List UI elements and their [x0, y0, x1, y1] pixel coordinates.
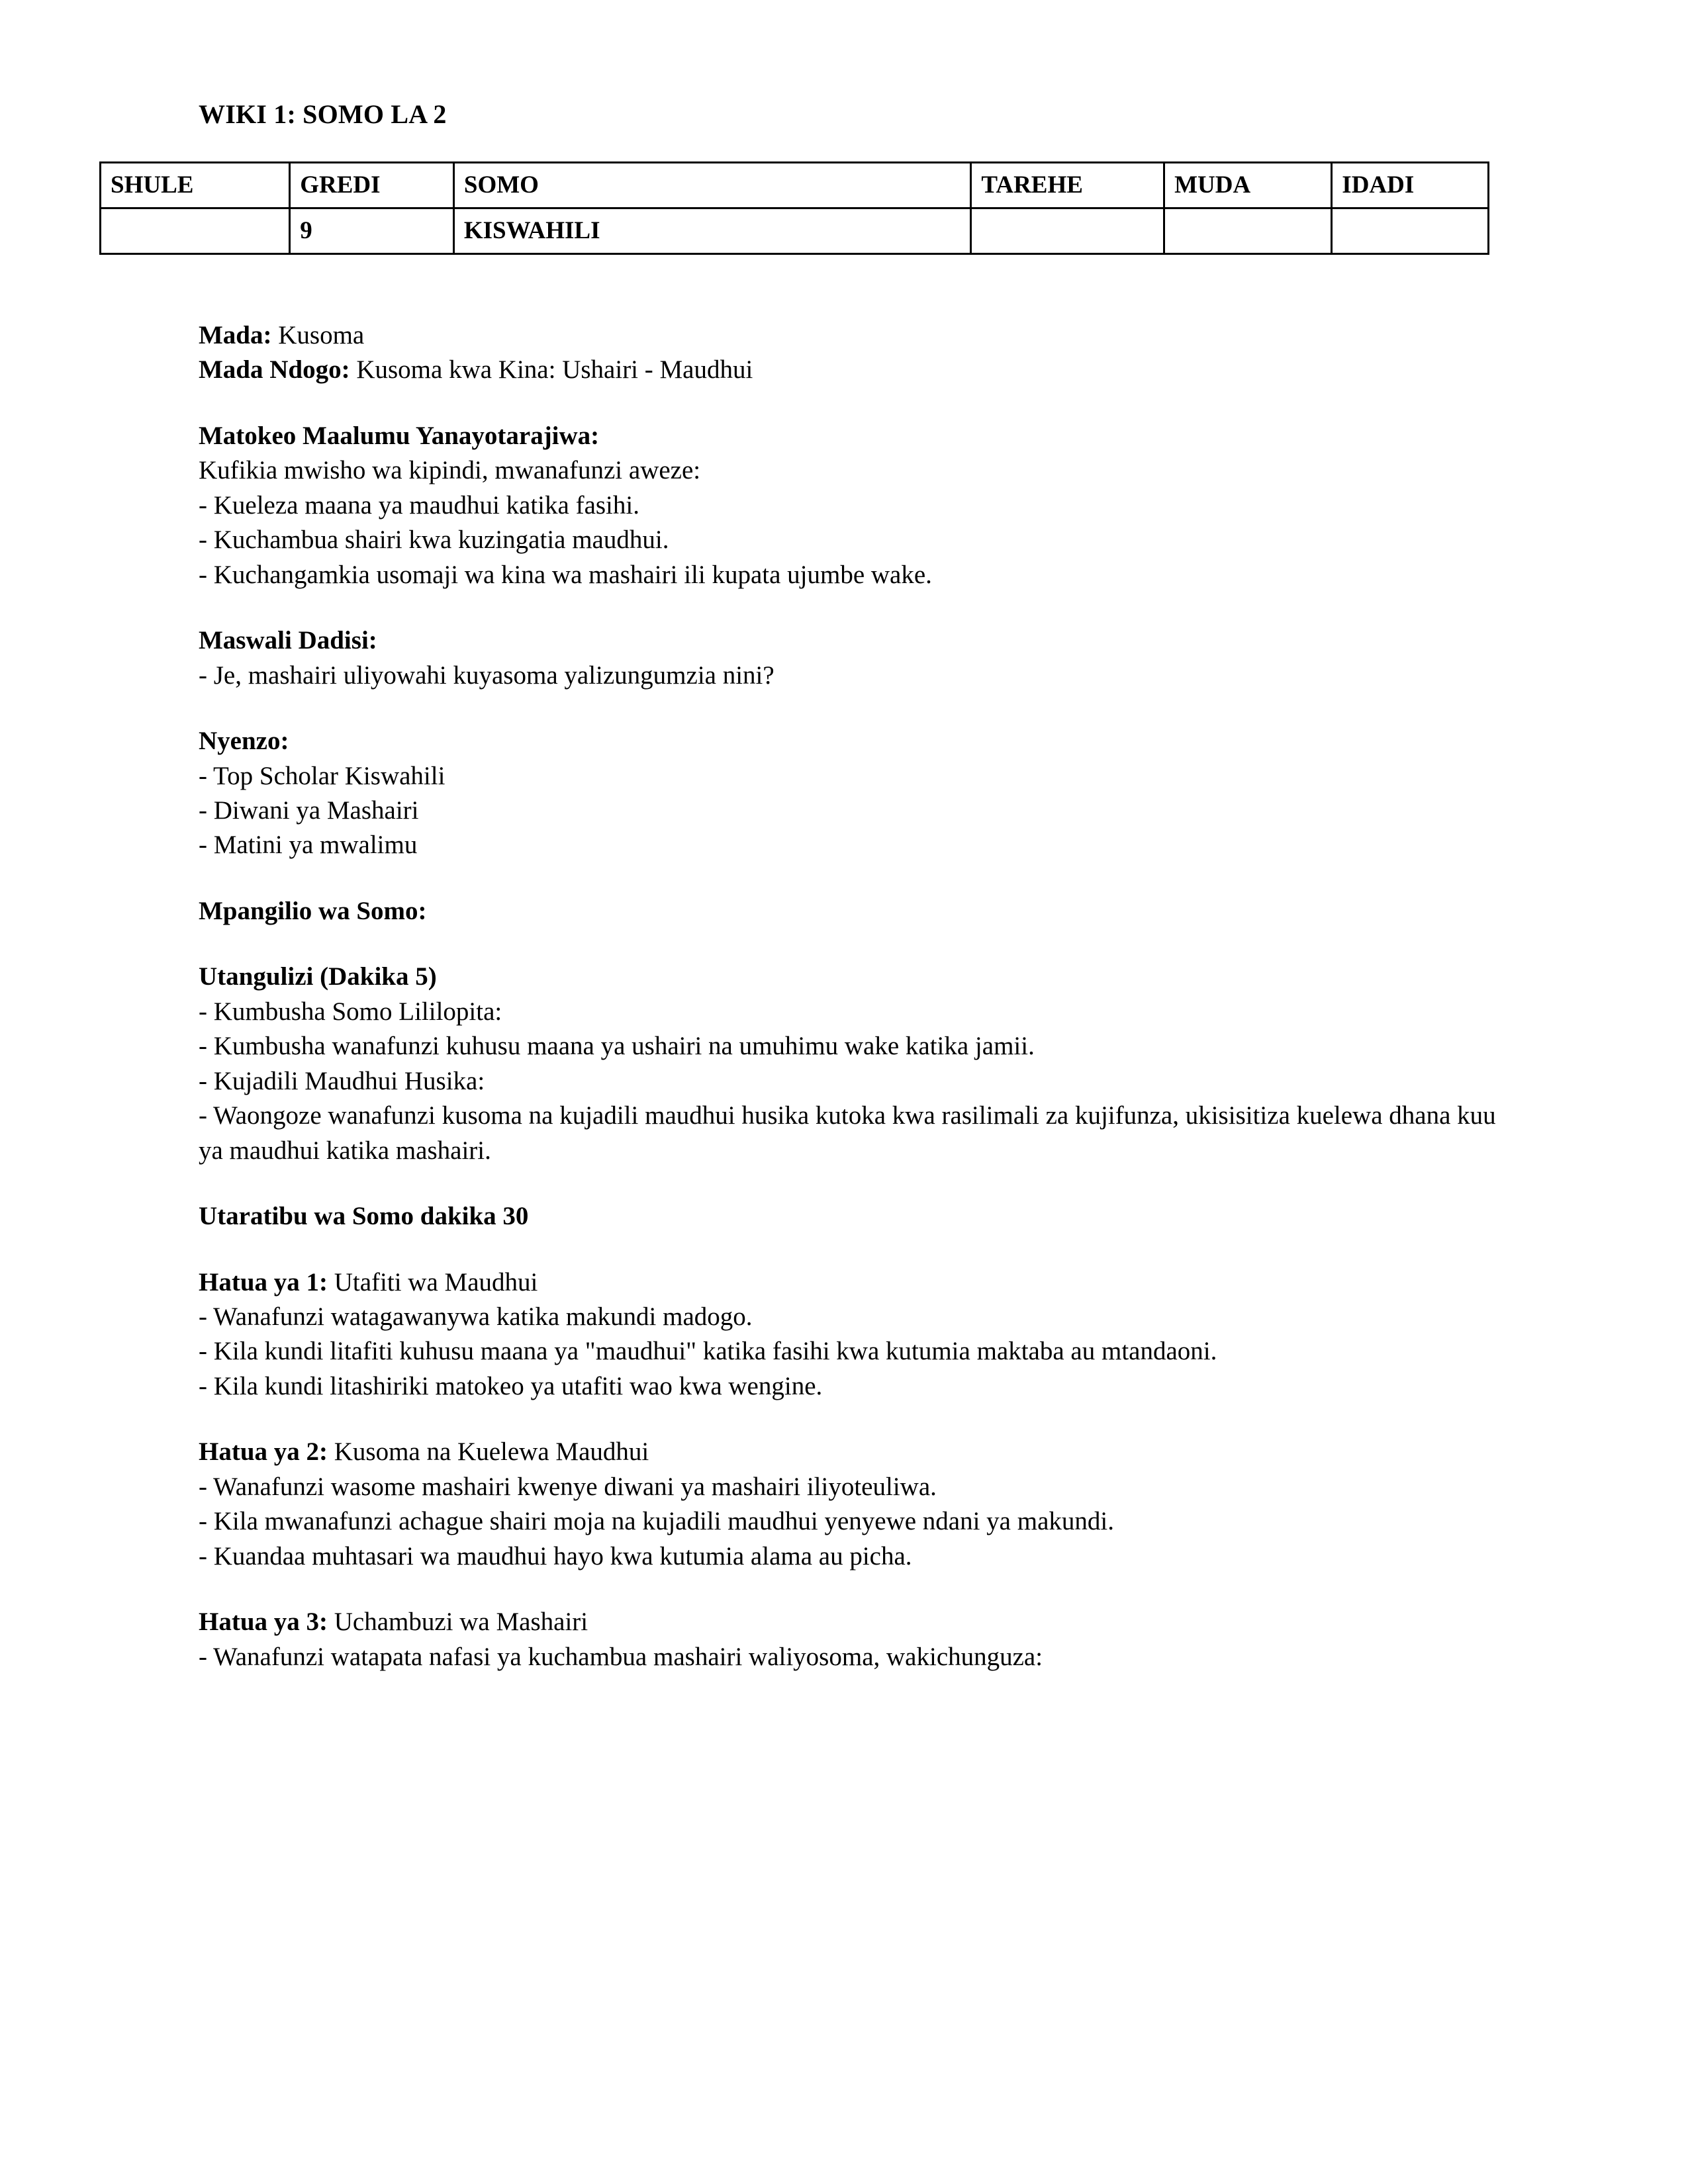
- inquiry-heading: Maswali Dadisi:: [199, 626, 377, 655]
- step-label: Hatua ya 3:: [199, 1608, 328, 1637]
- introduction-section: [199, 960, 1556, 1168]
- cell-gredi: 9: [290, 208, 454, 254]
- introduction-item: - Kumbusha wanafunzi kuhusu maana ya ushairi na umuhimu wake katika jamii.: [199, 1032, 1035, 1061]
- table-header-idadi: IDADI: [1332, 163, 1489, 208]
- topic-section: [199, 318, 1556, 388]
- step-title-line: [199, 1435, 1523, 1469]
- outcomes-item: - Kuchambua shairi kwa kuzingatia maudhui.: [199, 525, 669, 555]
- outcomes-section: [199, 419, 1556, 592]
- introduction-item: - Kumbusha Somo Lililopita:: [199, 997, 502, 1026]
- inquiry-item: - Je, mashairi uliyowahi kuyasoma yalizungumzia nini?: [199, 660, 774, 690]
- step-title-line: [199, 1265, 1523, 1300]
- table-header-muda: MUDA: [1164, 163, 1332, 208]
- resources-heading: Nyenzo:: [199, 727, 289, 756]
- procedure-step: [199, 1265, 1556, 1404]
- mada-value: Kusoma: [271, 321, 365, 349]
- table-row: [101, 208, 1489, 254]
- lesson-plan-section: [199, 894, 1556, 929]
- table-header-row: [101, 163, 1489, 208]
- step-item: - Kila kundi litafiti kuhusu maana ya "maudhui" katika fasihi kwa kutumia maktaba au mtandaoni.: [199, 1337, 1217, 1366]
- step-item: - Kila kundi litashiriki matokeo ya utafiti wao kwa wengine.: [199, 1371, 823, 1400]
- table-header-shule: SHULE: [101, 163, 290, 208]
- introduction-heading: Utangulizi (Dakika 5): [199, 962, 437, 991]
- outcomes-heading: Matokeo Maalumu Yanayotarajiwa:: [199, 421, 600, 450]
- step-title-line: [199, 1605, 1523, 1639]
- step-item: - Kuandaa muhtasari wa maudhui hayo kwa kutumia alama au picha.: [199, 1541, 912, 1570]
- step-item: - Kila mwanafunzi achague shairi moja na kujadili maudhui yenyewe ndani ya makundi.: [199, 1507, 1114, 1536]
- outcomes-item: - Kueleza maana ya maudhui katika fasihi.: [199, 490, 639, 520]
- cell-idadi: [1332, 208, 1489, 254]
- step-title: Kusoma na Kuelewa Maudhui: [328, 1437, 649, 1467]
- procedure-step: [199, 1605, 1556, 1674]
- outcomes-item: - Kuchangamkia usomaji wa kina wa mashairi ili kupata ujumbe wake.: [199, 560, 932, 589]
- introduction-item: - Kujadili Maudhui Husika:: [199, 1066, 485, 1095]
- outcomes-intro: Kufikia mwisho wa kipindi, mwanafunzi aweze:: [199, 456, 701, 485]
- procedure-heading: Utaratibu wa Somo dakika 30: [199, 1202, 529, 1231]
- step-item: - Wanafunzi watapata nafasi ya kuchambua mashairi waliyosoma, wakichunguza:: [199, 1642, 1043, 1671]
- lesson-info-table: [99, 161, 1489, 255]
- lesson-plan-heading: Mpangilio wa Somo:: [199, 896, 427, 925]
- procedure-step: [199, 1435, 1556, 1574]
- table-header-tarehe: TAREHE: [971, 163, 1164, 208]
- introduction-item: - Waongoze wanafunzi kusoma na kujadili maudhui husika kutoka kwa rasilimali za kujifunza, ukisisitiza kuelewa dhana kuu ya maudhui katika mashairi.: [199, 1101, 1496, 1165]
- resources-item: - Diwani ya Mashairi: [199, 796, 419, 825]
- cell-shule: [101, 208, 290, 254]
- mada-ndogo-line: [199, 353, 1523, 387]
- mada-ndogo-value: Kusoma kwa Kina: Ushairi - Maudhui: [350, 355, 753, 385]
- page-title: WIKI 1: SOMO LA 2: [199, 99, 447, 129]
- step-label: Hatua ya 1:: [199, 1267, 328, 1297]
- resources-item: - Top Scholar Kiswahili: [199, 761, 445, 790]
- inquiry-section: [199, 623, 1556, 693]
- cell-muda: [1164, 208, 1332, 254]
- step-item: - Wanafunzi wasome mashairi kwenye diwani ya mashairi iliyoteuliwa.: [199, 1472, 937, 1501]
- step-label: Hatua ya 2:: [199, 1437, 328, 1467]
- cell-tarehe: [971, 208, 1164, 254]
- resources-item: - Matini ya mwalimu: [199, 831, 418, 860]
- table-header-gredi: GREDI: [290, 163, 454, 208]
- mada-ndogo-label: Mada Ndogo:: [199, 355, 350, 385]
- resources-section: [199, 724, 1556, 863]
- step-item: - Wanafunzi watagawanywa katika makundi madogo.: [199, 1302, 753, 1331]
- step-title: Uchambuzi wa Mashairi: [328, 1608, 588, 1637]
- step-title: Utafiti wa Maudhui: [328, 1267, 538, 1297]
- procedure-section: [199, 1199, 1556, 1674]
- mada-line: [199, 318, 1523, 353]
- mada-label: Mada:: [199, 321, 272, 349]
- table-header-somo: SOMO: [453, 163, 971, 208]
- cell-somo: KISWAHILI: [453, 208, 971, 254]
